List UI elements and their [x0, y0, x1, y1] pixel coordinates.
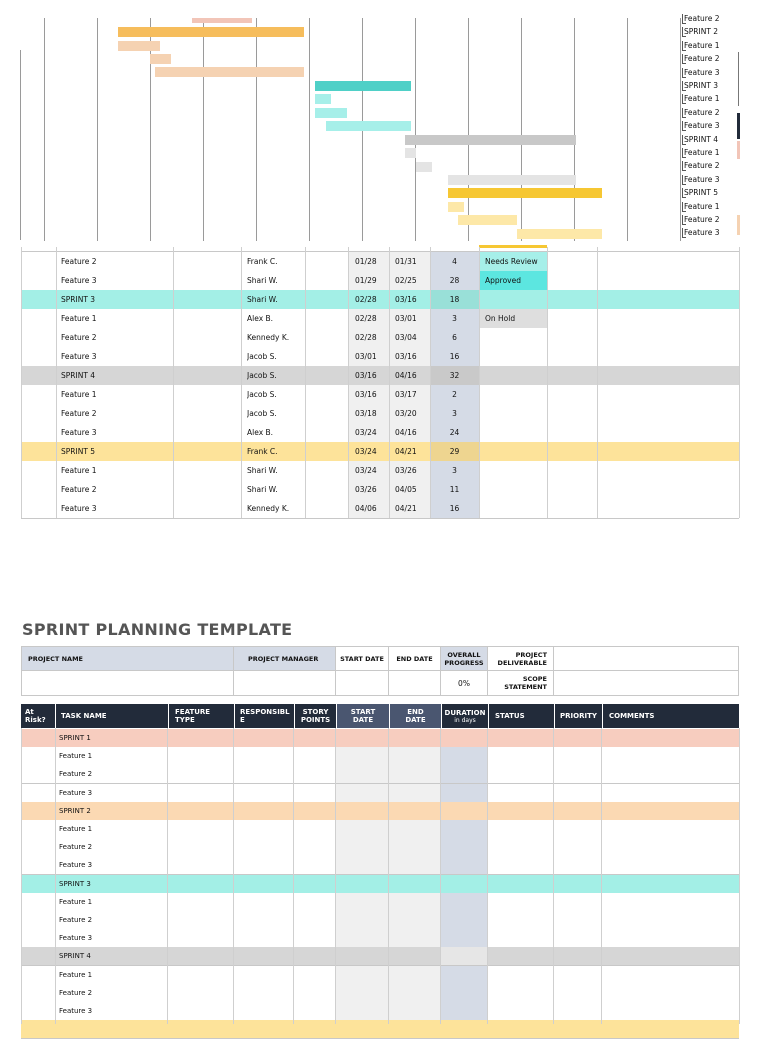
end-date: 04/21 [395, 504, 417, 513]
gantt-gridline [150, 18, 151, 241]
end-date: 04/21 [395, 447, 417, 456]
header-start-date: START DATE [336, 704, 389, 728]
task-name: Feature 2 [59, 770, 93, 779]
gantt-gridline [680, 18, 681, 241]
scope-statement-value[interactable] [553, 670, 739, 696]
gantt-row-label: Feature 3 [684, 228, 720, 238]
task-name: Feature 3 [61, 428, 97, 437]
owner: Kennedy K. [247, 333, 290, 342]
gantt-bar [315, 108, 347, 118]
owner: Kennedy K. [247, 504, 290, 513]
task-name: Feature 2 [61, 485, 97, 494]
feature-row[interactable] [21, 984, 739, 1003]
gantt-bar-sprint3 [315, 81, 411, 91]
table-row[interactable] [21, 480, 739, 500]
table-row[interactable] [21, 252, 739, 272]
gantt-row-label: Feature 1 [684, 201, 720, 211]
gantt-row-label: Feature 1 [684, 40, 720, 50]
gantt-bar-sprint2 [118, 27, 304, 37]
duration: 4 [452, 257, 457, 266]
duration: 16 [449, 504, 460, 513]
feature-row[interactable] [21, 1002, 739, 1021]
start-date: 03/24 [355, 428, 377, 437]
start-date: 03/26 [355, 485, 377, 494]
task-name: Feature 2 [59, 843, 93, 852]
page-title: SPRINT PLANNING TEMPLATE [22, 620, 293, 639]
task-name: Feature 3 [61, 352, 97, 361]
header-at-risk: At Risk? [21, 704, 55, 728]
gantt-gridline [521, 18, 522, 241]
project-name-label: PROJECT NAME [21, 646, 234, 671]
task-name: SPRINT 2 [59, 806, 91, 815]
table-row[interactable] [21, 423, 739, 443]
header-status: STATUS [488, 704, 554, 728]
owner: Alex B. [247, 314, 274, 323]
owner: Shari W. [247, 276, 278, 285]
task-name: Feature 1 [59, 970, 93, 979]
gantt-gridline [415, 18, 416, 241]
duration: 18 [449, 295, 460, 304]
task-name: Feature 2 [59, 988, 93, 997]
sprint-row[interactable] [21, 947, 739, 966]
project-manager-label: PROJECT MANAGER [233, 646, 336, 671]
task-name: Feature 3 [59, 861, 93, 870]
gantt-gridline [468, 18, 469, 241]
gantt-row-label: Feature 2 [684, 161, 720, 171]
feature-row[interactable] [21, 820, 739, 839]
task-name: SPRINT 3 [61, 295, 96, 304]
start-date: 03/18 [355, 409, 377, 418]
table-row[interactable] [21, 366, 739, 386]
sprint-row[interactable] [21, 875, 739, 894]
project-deliverable-value[interactable] [553, 646, 739, 671]
feature-row[interactable] [21, 856, 739, 875]
status[interactable]: Approved [485, 276, 521, 285]
gantt-chart [0, 0, 768, 245]
start-date-label: START DATE [335, 646, 389, 671]
gantt-bar-sprint4 [405, 135, 576, 145]
task-name: SPRINT 4 [59, 952, 91, 961]
gantt-row-label: Feature 1 [684, 148, 720, 157]
gantt-row-label: Feature 3 [684, 121, 720, 131]
owner: Shari W. [247, 295, 278, 304]
project-manager-value[interactable] [233, 670, 336, 696]
start-date: 02/28 [355, 295, 377, 304]
header-feature-type: FEATURE TYPE [168, 704, 234, 728]
end-date: 01/31 [395, 257, 417, 266]
end-date-value[interactable] [388, 670, 441, 696]
start-date: 02/28 [355, 314, 377, 323]
table-row[interactable] [21, 385, 739, 405]
project-name-value[interactable] [21, 670, 234, 696]
table-row[interactable] [21, 328, 739, 348]
scope-statement-label: SCOPE STATEMENT [487, 670, 554, 696]
end-date: 03/16 [395, 352, 417, 361]
end-date: 04/16 [395, 428, 417, 437]
gantt-bar [118, 41, 160, 51]
start-date: 03/16 [355, 390, 377, 399]
end-date: 02/25 [395, 276, 417, 285]
end-date-label: END DATE [388, 646, 441, 671]
sprint-row[interactable] [21, 729, 739, 748]
feature-row[interactable] [21, 893, 739, 912]
task-name: Feature 3 [59, 1007, 93, 1015]
task-name: Feature 1 [59, 897, 93, 906]
owner: Shari W. [247, 485, 278, 494]
gantt-gridline [309, 18, 310, 241]
owner: Shari W. [247, 466, 278, 475]
task-name: Feature 2 [61, 333, 97, 342]
feature-row[interactable] [21, 966, 739, 985]
task-name: Feature 3 [59, 788, 93, 797]
gantt-bar [315, 94, 331, 104]
status[interactable]: On Hold [485, 314, 516, 323]
gantt-row-label: SPRINT 3 [684, 81, 719, 90]
gantt-bar [326, 121, 411, 131]
gantt-bar-sprint5 [448, 188, 602, 198]
table-row[interactable] [21, 309, 739, 329]
gantt-bar [448, 175, 576, 185]
owner: Jacob S. [247, 371, 277, 380]
task-name: Feature 3 [59, 934, 93, 943]
gantt-row-label: Feature 2 [684, 14, 720, 23]
table-row[interactable] [21, 461, 739, 481]
table-row[interactable] [21, 442, 739, 462]
gantt-row-label: Feature 2 [684, 107, 720, 117]
task-name: Feature 1 [59, 825, 93, 833]
gantt-gridline [44, 18, 45, 241]
duration: 28 [449, 276, 460, 285]
gantt-row-label: SPRINT 2 [684, 27, 719, 37]
header-responsible: RESPONSIBL E [234, 704, 294, 728]
end-date: 04/05 [395, 485, 417, 494]
overall-progress-value: 0% [440, 670, 488, 696]
header-end-date: END DATE [389, 704, 441, 728]
status[interactable]: Needs Review [485, 257, 538, 266]
gantt-row-label: Feature 2 [684, 54, 720, 64]
start-date: 03/16 [355, 371, 377, 380]
end-date: 03/04 [395, 333, 417, 342]
task-name: Feature 1 [59, 752, 93, 761]
duration: 6 [452, 333, 457, 342]
duration: 3 [452, 409, 457, 418]
duration: 2 [452, 390, 457, 399]
gantt-bar [517, 229, 602, 239]
end-date: 03/26 [395, 466, 417, 475]
owner: Frank C. [247, 257, 278, 266]
task-name: Feature 1 [61, 390, 97, 399]
gantt-gridline [97, 18, 98, 241]
table-row[interactable] [21, 404, 739, 424]
feature-row[interactable] [21, 929, 739, 948]
task-name: SPRINT 4 [61, 371, 96, 380]
task-name: SPRINT 5 [61, 447, 96, 456]
header-priority: PRIORITY [554, 704, 602, 728]
table-row[interactable] [21, 499, 739, 519]
feature-row[interactable] [21, 784, 739, 803]
gantt-row-label: Feature 1 [684, 94, 720, 104]
sprint-row[interactable] [21, 1020, 739, 1039]
start-date: 03/01 [355, 352, 377, 361]
duration: 24 [449, 428, 460, 437]
start-date: 02/28 [355, 333, 377, 342]
gantt-row-label: SPRINT 5 [684, 188, 719, 198]
start-date: 01/28 [355, 257, 377, 266]
gantt-gridline [203, 18, 204, 241]
end-date: 04/16 [395, 371, 417, 380]
task-name: Feature 2 [59, 916, 93, 924]
task-name: Feature 2 [61, 257, 97, 266]
feature-row[interactable] [21, 747, 739, 766]
task-name: SPRINT 3 [59, 879, 91, 888]
task-name: Feature 3 [61, 504, 97, 513]
task-name: Feature 3 [61, 276, 97, 285]
end-date: 03/16 [395, 295, 417, 304]
gantt-gridline [627, 18, 628, 241]
gantt-bar [416, 162, 432, 172]
header-task-name: TASK NAME [55, 704, 168, 728]
sprint-row[interactable] [21, 802, 739, 821]
overall-progress-label: OVERALL PROGRESS [440, 646, 488, 671]
project-deliverable-label: PROJECT DELIVERABLE [487, 646, 554, 671]
task-name: Feature 1 [61, 314, 97, 323]
gantt-bar [448, 202, 464, 212]
header-comments: COMMENTS [602, 704, 739, 728]
header-story-points: STORY POINTS [294, 704, 336, 728]
task-name: Feature 1 [61, 466, 97, 475]
start-date: 01/29 [355, 276, 377, 285]
duration: 3 [452, 466, 457, 475]
owner: Jacob S. [247, 409, 277, 418]
gantt-bar [458, 215, 517, 225]
feature-row[interactable] [21, 838, 739, 857]
duration: 16 [449, 352, 460, 361]
end-date: 03/01 [395, 314, 417, 323]
start-date: 03/24 [355, 447, 377, 456]
owner: Jacob S. [247, 390, 277, 399]
duration: 11 [449, 485, 460, 494]
header-duration: DURATION in days [441, 704, 488, 728]
gantt-gridline [256, 18, 257, 241]
owner: Alex B. [247, 428, 274, 437]
duration: 29 [449, 447, 460, 456]
gantt-bar [150, 54, 171, 64]
end-date: 03/17 [395, 390, 417, 399]
gantt-row-label: Feature 2 [684, 215, 720, 224]
feature-row[interactable] [21, 911, 739, 930]
end-date: 03/20 [395, 409, 417, 418]
gantt-gridline [574, 18, 575, 241]
duration: 32 [449, 371, 460, 380]
duration: 3 [452, 314, 457, 323]
task-name: SPRINT 1 [59, 734, 91, 742]
gantt-row-label: SPRINT 4 [684, 134, 719, 144]
start-date: 03/24 [355, 466, 377, 475]
gantt-bar [155, 67, 304, 77]
owner: Jacob S. [247, 352, 277, 361]
owner: Frank C. [247, 447, 278, 456]
gantt-bar [192, 18, 252, 23]
feature-row[interactable] [21, 765, 739, 784]
task-name: Feature 2 [61, 409, 97, 418]
table-row[interactable] [21, 347, 739, 367]
gantt-row-label: Feature 3 [684, 67, 720, 77]
gantt-row-label: Feature 3 [684, 174, 720, 184]
start-date: 04/06 [355, 504, 377, 513]
start-date-value[interactable] [335, 670, 389, 696]
table-row[interactable] [21, 271, 739, 291]
gantt-bar [405, 148, 416, 158]
table-row[interactable] [21, 290, 739, 310]
